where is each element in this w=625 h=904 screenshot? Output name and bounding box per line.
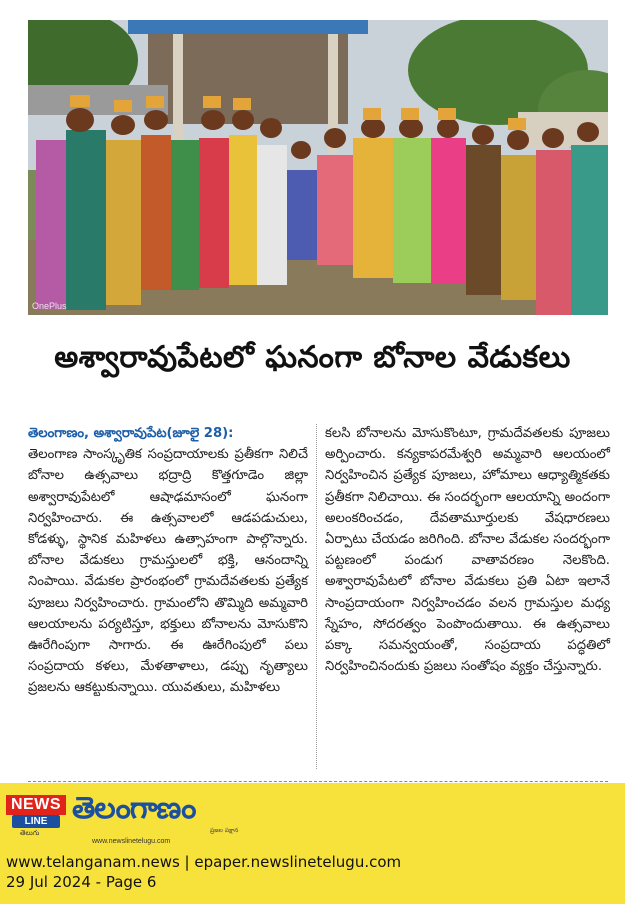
article-left-column [28, 423, 308, 699]
brand-tagline: ప్రజల పక్షాన [210, 827, 239, 834]
photo-watermark: OnePlus [32, 301, 67, 311]
footer-divider [28, 781, 608, 782]
brand-url: www.newslinetelugu.com [92, 838, 171, 845]
logo-sub-text: తెలుగు [20, 829, 40, 837]
right-column-body: కలసి బోనాలను మోసుకొంటూ, గ్రామదేవతలకు పూజలు అర్పించారు. కన్యకాపరమేశ్వరి అమ్మవారి ఆలయంలో నిర్వహించిన ప్రత్యేక పూజలు, హోమాలు ఆధ్యాత్మికతకు ప్రతీకగా నిలిచాయి. ఈ సందర్భంగా ఆలయాన్ని అందంగా అలంకరించడం, దేవతామూర్తులకు వేషధారణలు ఏర్పాటు చేయడం జరిగింది. బోనాల వేడుకల సందర్భంగా పట్టణంలో పండుగ వాతావరణం నెలకొంది. అశ్వారావుపేటలో బోనాల వేడుకలు ప్రతి ఏటా ఇలానే సాంప్రదాయంగా నిర్వహించడం వలన గ్రామస్తుల మధ్య స్నేహం, సోదరత్వం పెంపొందుతాయి. ఈ ఉత్సవాలు పక్కా సమన్వయంతో, సంప్రదాయ పద్ధతిలో నిర్వహించినందుకు ప్రజలు సంతోషం వ్యక్తం చేస్తున్నారు. [325, 426, 610, 675]
page-date-info: 29 Jul 2024 - Page 6 [6, 873, 157, 891]
page-footer [0, 783, 625, 904]
article-photo [28, 20, 608, 315]
logo-news-text: NEWS [6, 795, 66, 815]
telanganam-brand: తెలంగాణం [72, 791, 196, 826]
left-column-body: తెలంగాణ సాంస్కృతిక సంప్రదాయాలకు ప్రతీకగా నిలిచే బోనాల ఉత్సవాలు భద్రాద్రి కొత్తగూడెం జిల్లా అశ్వారావుపేటలో ఆషాఢమాసంలో ఘనంగా నిర్వహించారు. ఈ ఉత్సవాలలో ఆడపడుచులు, కోడళ్ళు, స్థానిక మహిళలు ఉత్సాహంగా పాల్గొన్నారు. బోనాల వేడుకలు గ్రామస్తులలో భక్తి, ఆనందాన్ని నింపాయి. వేడుకల ప్రారంభంలో గ్రామదేవతలకు ప్రత్యేక పూజలు నిర్వహించారు. గ్రామంలోని తొమ్మిది అమ్మవారి ఆలయాలను పర్యటిస్తూ, భక్తులు బోనాలను మోసుకొని ఊరేగింపుగా సాగారు. ఈ ఊరేగింపులో పలు సంప్రదాయ కళలు, మేళతాళాలు, డప్పు నృత్యాలు ప్రజలను ఆకట్టుకున్నాయి. యువతులు, మహిళలు [28, 447, 308, 696]
column-divider [316, 424, 318, 769]
article-headline: అశ్వారావుపేటలో ఘనంగా బోనాల వేడుకలు [54, 340, 571, 375]
article-right-column [325, 423, 610, 677]
source-links[interactable]: www.telanganam.news | epaper.newslinetelugu.com [6, 853, 402, 871]
dateline: తెలంగాణం, అశ్వారావుపేట(జూలై 28): [28, 426, 234, 441]
logo-line-text: LINE [12, 815, 60, 828]
newsline-logo [6, 795, 66, 837]
